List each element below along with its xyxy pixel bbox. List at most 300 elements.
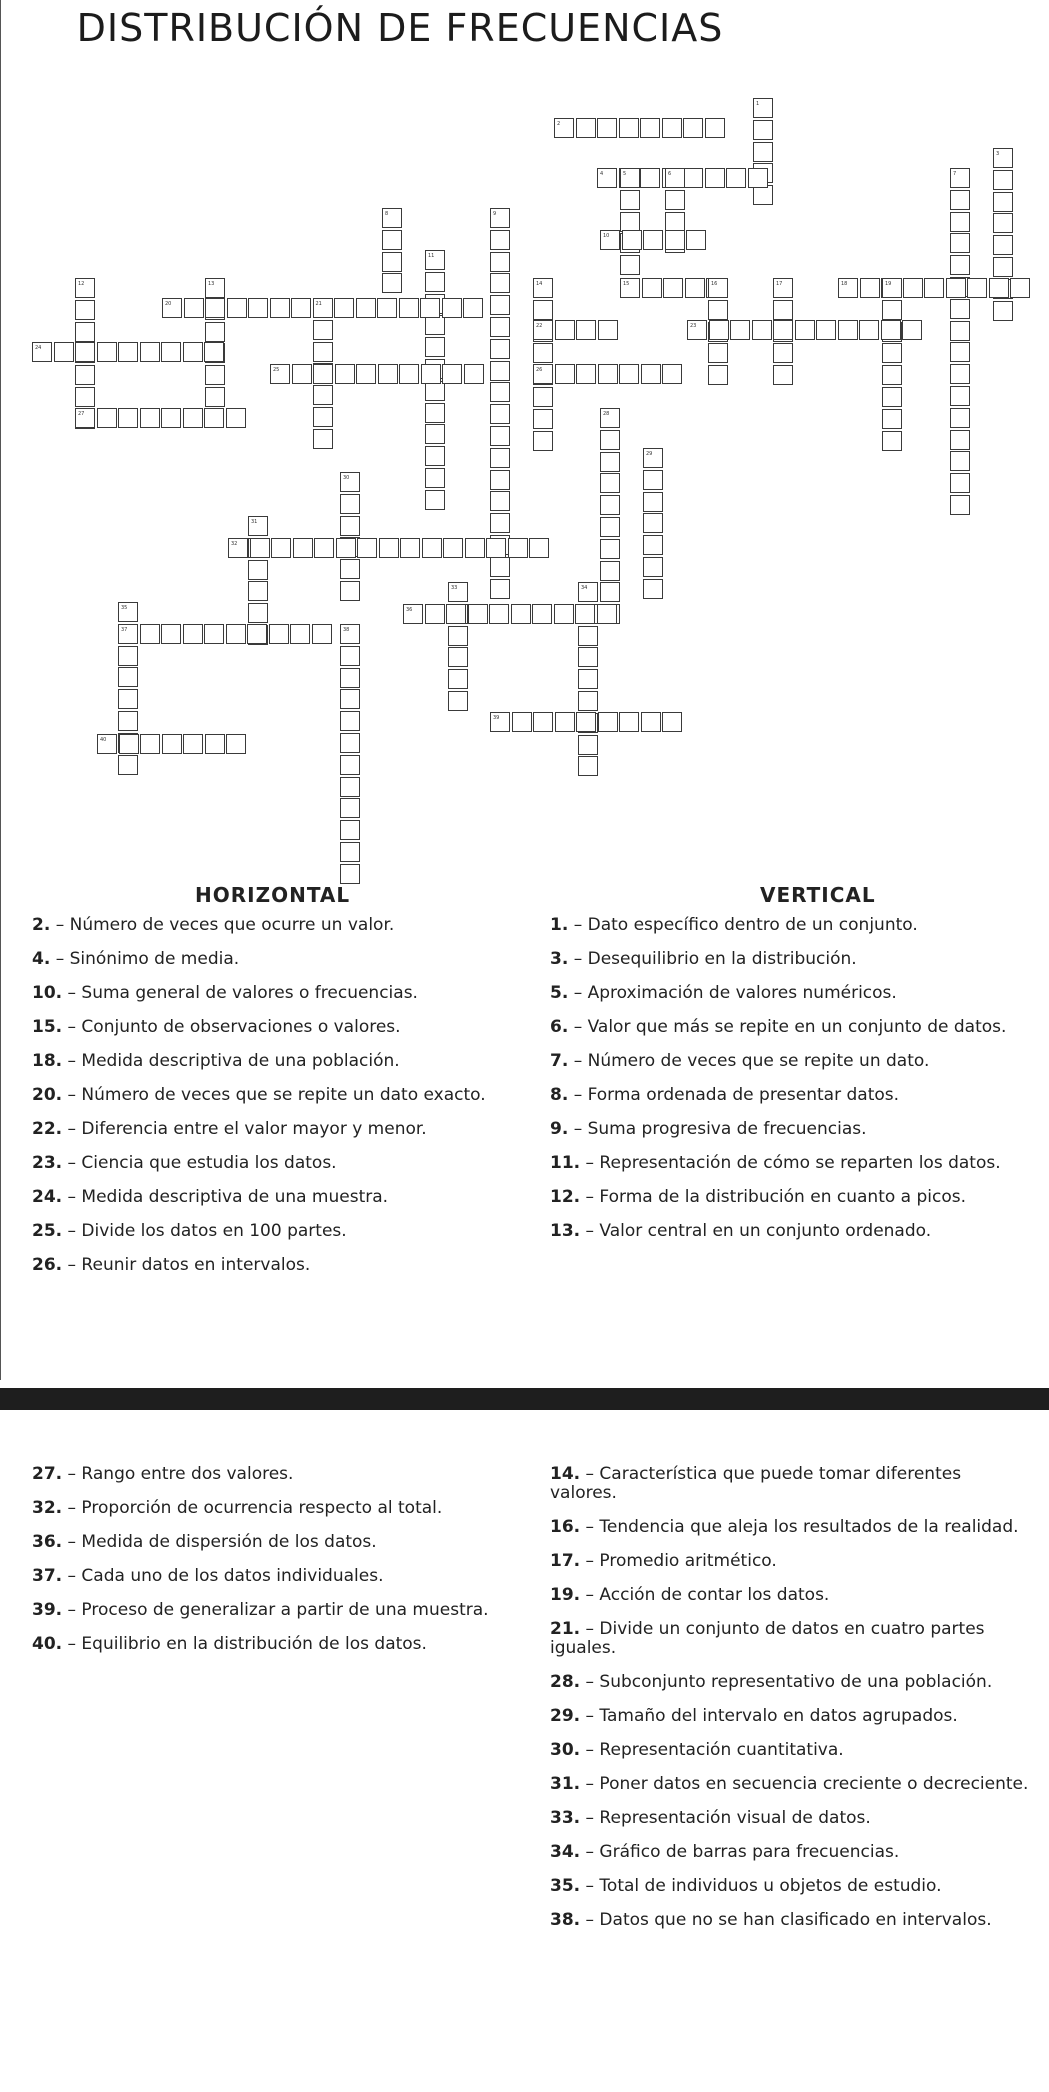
crossword-cell[interactable] bbox=[204, 342, 224, 362]
crossword-cell[interactable] bbox=[620, 190, 640, 210]
crossword-cell[interactable] bbox=[598, 364, 618, 384]
crossword-cell[interactable] bbox=[448, 669, 468, 689]
crossword-cell[interactable] bbox=[600, 517, 620, 537]
crossword-cell[interactable] bbox=[685, 278, 705, 298]
crossword-cell[interactable] bbox=[490, 361, 510, 381]
crossword-cell[interactable] bbox=[882, 278, 902, 298]
crossword-cell[interactable] bbox=[643, 448, 663, 468]
crossword-cell[interactable] bbox=[468, 604, 488, 624]
crossword-cell[interactable] bbox=[993, 235, 1013, 255]
crossword-cell[interactable] bbox=[184, 298, 204, 318]
crossword-cell[interactable] bbox=[340, 777, 360, 797]
crossword-cell[interactable] bbox=[753, 185, 773, 205]
crossword-cell[interactable] bbox=[576, 320, 596, 340]
crossword-cell[interactable] bbox=[161, 342, 181, 362]
crossword-cell[interactable] bbox=[183, 624, 203, 644]
crossword-cell[interactable] bbox=[643, 513, 663, 533]
crossword-cell[interactable] bbox=[1010, 278, 1030, 298]
crossword-cell[interactable] bbox=[859, 320, 879, 340]
crossword-cell[interactable] bbox=[204, 624, 224, 644]
crossword-cell[interactable] bbox=[816, 320, 836, 340]
crossword-cell[interactable] bbox=[619, 712, 639, 732]
crossword-cell[interactable] bbox=[490, 426, 510, 446]
crossword-cell[interactable] bbox=[993, 257, 1013, 277]
crossword-cell[interactable] bbox=[248, 516, 268, 536]
crossword-cell[interactable] bbox=[248, 298, 268, 318]
crossword-cell[interactable] bbox=[989, 278, 1009, 298]
crossword-cell[interactable] bbox=[640, 168, 660, 188]
crossword-cell[interactable] bbox=[314, 538, 334, 558]
crossword-cell[interactable] bbox=[748, 168, 768, 188]
crossword-cell[interactable] bbox=[600, 582, 620, 602]
crossword-cell[interactable] bbox=[118, 342, 138, 362]
crossword-cell[interactable] bbox=[340, 864, 360, 884]
crossword-cell[interactable] bbox=[532, 604, 552, 624]
crossword-cell[interactable] bbox=[205, 734, 225, 754]
crossword-cell[interactable] bbox=[950, 212, 970, 232]
crossword-cell[interactable] bbox=[379, 538, 399, 558]
crossword-cell[interactable] bbox=[378, 364, 398, 384]
crossword-cell[interactable] bbox=[950, 233, 970, 253]
crossword-cell[interactable] bbox=[490, 382, 510, 402]
crossword-cell[interactable] bbox=[665, 230, 685, 250]
crossword-cell[interactable] bbox=[578, 582, 598, 602]
crossword-cell[interactable] bbox=[490, 579, 510, 599]
crossword-cell[interactable] bbox=[838, 320, 858, 340]
crossword-cell[interactable] bbox=[490, 491, 510, 511]
crossword-cell[interactable] bbox=[860, 278, 880, 298]
crossword-cell[interactable] bbox=[340, 820, 360, 840]
crossword-cell[interactable] bbox=[576, 712, 596, 732]
crossword-cell[interactable] bbox=[340, 494, 360, 514]
crossword-cell[interactable] bbox=[600, 452, 620, 472]
crossword-cell[interactable] bbox=[75, 342, 95, 362]
crossword-cell[interactable] bbox=[708, 343, 728, 363]
crossword-cell[interactable] bbox=[340, 624, 360, 644]
crossword-cell[interactable] bbox=[620, 255, 640, 275]
crossword-cell[interactable] bbox=[270, 364, 290, 384]
crossword-cell[interactable] bbox=[270, 298, 290, 318]
crossword-cell[interactable] bbox=[578, 626, 598, 646]
crossword-cell[interactable] bbox=[162, 298, 182, 318]
crossword-cell[interactable] bbox=[32, 342, 52, 362]
crossword-cell[interactable] bbox=[340, 711, 360, 731]
crossword-cell[interactable] bbox=[533, 364, 553, 384]
crossword-cell[interactable] bbox=[205, 365, 225, 385]
crossword-cell[interactable] bbox=[140, 342, 160, 362]
crossword-cell[interactable] bbox=[340, 646, 360, 666]
crossword-cell[interactable] bbox=[292, 364, 312, 384]
crossword-cell[interactable] bbox=[97, 734, 117, 754]
crossword-cell[interactable] bbox=[533, 300, 553, 320]
crossword-cell[interactable] bbox=[425, 446, 445, 466]
crossword-cell[interactable] bbox=[726, 168, 746, 188]
crossword-cell[interactable] bbox=[490, 470, 510, 490]
crossword-cell[interactable] bbox=[924, 278, 944, 298]
crossword-cell[interactable] bbox=[663, 278, 683, 298]
crossword-cell[interactable] bbox=[97, 342, 117, 362]
crossword-cell[interactable] bbox=[75, 408, 95, 428]
crossword-cell[interactable] bbox=[643, 535, 663, 555]
crossword-cell[interactable] bbox=[753, 142, 773, 162]
crossword-cell[interactable] bbox=[662, 118, 682, 138]
crossword-cell[interactable] bbox=[313, 385, 333, 405]
crossword-cell[interactable] bbox=[382, 273, 402, 293]
crossword-cell[interactable] bbox=[598, 712, 618, 732]
crossword-cell[interactable] bbox=[773, 300, 793, 320]
crossword-cell[interactable] bbox=[533, 343, 553, 363]
crossword-cell[interactable] bbox=[511, 604, 531, 624]
crossword-cell[interactable] bbox=[97, 408, 117, 428]
crossword-cell[interactable] bbox=[950, 408, 970, 428]
crossword-cell[interactable] bbox=[882, 300, 902, 320]
crossword-cell[interactable] bbox=[75, 322, 95, 342]
crossword-cell[interactable] bbox=[882, 343, 902, 363]
crossword-cell[interactable] bbox=[425, 272, 445, 292]
crossword-cell[interactable] bbox=[555, 320, 575, 340]
crossword-cell[interactable] bbox=[533, 278, 553, 298]
crossword-cell[interactable] bbox=[620, 212, 640, 232]
crossword-cell[interactable] bbox=[420, 298, 440, 318]
crossword-cell[interactable] bbox=[993, 192, 1013, 212]
crossword-cell[interactable] bbox=[508, 538, 528, 558]
crossword-cell[interactable] bbox=[75, 387, 95, 407]
crossword-cell[interactable] bbox=[340, 733, 360, 753]
crossword-cell[interactable] bbox=[533, 431, 553, 451]
crossword-cell[interactable] bbox=[183, 734, 203, 754]
crossword-cell[interactable] bbox=[118, 689, 138, 709]
crossword-cell[interactable] bbox=[600, 408, 620, 428]
crossword-cell[interactable] bbox=[490, 513, 510, 533]
crossword-cell[interactable] bbox=[463, 298, 483, 318]
crossword-cell[interactable] bbox=[662, 364, 682, 384]
crossword-cell[interactable] bbox=[54, 342, 74, 362]
crossword-cell[interactable] bbox=[555, 364, 575, 384]
crossword-cell[interactable] bbox=[421, 364, 441, 384]
crossword-cell[interactable] bbox=[533, 409, 553, 429]
crossword-cell[interactable] bbox=[382, 208, 402, 228]
crossword-cell[interactable] bbox=[227, 298, 247, 318]
crossword-cell[interactable] bbox=[399, 364, 419, 384]
crossword-cell[interactable] bbox=[118, 711, 138, 731]
crossword-cell[interactable] bbox=[773, 320, 793, 340]
crossword-cell[interactable] bbox=[490, 404, 510, 424]
crossword-cell[interactable] bbox=[950, 451, 970, 471]
crossword-cell[interactable] bbox=[382, 252, 402, 272]
crossword-cell[interactable] bbox=[248, 581, 268, 601]
crossword-cell[interactable] bbox=[205, 298, 225, 318]
crossword-cell[interactable] bbox=[881, 320, 901, 340]
crossword-cell[interactable] bbox=[620, 168, 640, 188]
crossword-cell[interactable] bbox=[950, 386, 970, 406]
crossword-cell[interactable] bbox=[597, 168, 617, 188]
crossword-cell[interactable] bbox=[183, 342, 203, 362]
crossword-cell[interactable] bbox=[226, 624, 246, 644]
crossword-cell[interactable] bbox=[490, 295, 510, 315]
crossword-cell[interactable] bbox=[619, 118, 639, 138]
crossword-cell[interactable] bbox=[75, 278, 95, 298]
crossword-cell[interactable] bbox=[161, 408, 181, 428]
crossword-cell[interactable] bbox=[425, 403, 445, 423]
crossword-cell[interactable] bbox=[340, 559, 360, 579]
crossword-cell[interactable] bbox=[226, 408, 246, 428]
crossword-cell[interactable] bbox=[490, 208, 510, 228]
crossword-cell[interactable] bbox=[291, 298, 311, 318]
crossword-cell[interactable] bbox=[490, 448, 510, 468]
crossword-cell[interactable] bbox=[118, 667, 138, 687]
crossword-cell[interactable] bbox=[248, 603, 268, 623]
crossword-cell[interactable] bbox=[75, 300, 95, 320]
crossword-cell[interactable] bbox=[140, 624, 160, 644]
crossword-cell[interactable] bbox=[162, 734, 182, 754]
crossword-cell[interactable] bbox=[204, 408, 224, 428]
crossword-cell[interactable] bbox=[377, 298, 397, 318]
crossword-cell[interactable] bbox=[773, 278, 793, 298]
crossword-cell[interactable] bbox=[730, 320, 750, 340]
crossword-cell[interactable] bbox=[533, 320, 553, 340]
crossword-cell[interactable] bbox=[119, 734, 139, 754]
crossword-cell[interactable] bbox=[576, 364, 596, 384]
crossword-cell[interactable] bbox=[118, 755, 138, 775]
crossword-cell[interactable] bbox=[576, 118, 596, 138]
crossword-cell[interactable] bbox=[313, 364, 333, 384]
crossword-cell[interactable] bbox=[683, 118, 703, 138]
crossword-cell[interactable] bbox=[950, 473, 970, 493]
crossword-cell[interactable] bbox=[578, 669, 598, 689]
crossword-cell[interactable] bbox=[382, 230, 402, 250]
crossword-cell[interactable] bbox=[902, 320, 922, 340]
crossword-cell[interactable] bbox=[795, 320, 815, 340]
crossword-cell[interactable] bbox=[950, 299, 970, 319]
crossword-cell[interactable] bbox=[643, 492, 663, 512]
crossword-cell[interactable] bbox=[340, 668, 360, 688]
crossword-cell[interactable] bbox=[486, 538, 506, 558]
crossword-cell[interactable] bbox=[950, 321, 970, 341]
crossword-cell[interactable] bbox=[686, 230, 706, 250]
crossword-cell[interactable] bbox=[464, 364, 484, 384]
crossword-cell[interactable] bbox=[641, 364, 661, 384]
crossword-cell[interactable] bbox=[205, 322, 225, 342]
crossword-cell[interactable] bbox=[578, 735, 598, 755]
crossword-cell[interactable] bbox=[600, 430, 620, 450]
crossword-cell[interactable] bbox=[950, 255, 970, 275]
crossword-cell[interactable] bbox=[882, 365, 902, 385]
crossword-cell[interactable] bbox=[448, 582, 468, 602]
crossword-cell[interactable] bbox=[313, 320, 333, 340]
crossword-cell[interactable] bbox=[642, 278, 662, 298]
crossword-cell[interactable] bbox=[600, 495, 620, 515]
crossword-cell[interactable] bbox=[340, 689, 360, 709]
crossword-cell[interactable] bbox=[335, 364, 355, 384]
crossword-cell[interactable] bbox=[641, 712, 661, 732]
crossword-cell[interactable] bbox=[290, 624, 310, 644]
crossword-cell[interactable] bbox=[205, 278, 225, 298]
crossword-cell[interactable] bbox=[443, 538, 463, 558]
crossword-cell[interactable] bbox=[578, 691, 598, 711]
crossword-cell[interactable] bbox=[773, 343, 793, 363]
crossword-cell[interactable] bbox=[118, 408, 138, 428]
crossword-cell[interactable] bbox=[619, 364, 639, 384]
crossword-cell[interactable] bbox=[356, 364, 376, 384]
crossword-cell[interactable] bbox=[422, 538, 442, 558]
crossword-cell[interactable] bbox=[140, 734, 160, 754]
crossword-cell[interactable] bbox=[993, 148, 1013, 168]
crossword-cell[interactable] bbox=[336, 538, 356, 558]
crossword-cell[interactable] bbox=[600, 539, 620, 559]
crossword-cell[interactable] bbox=[425, 490, 445, 510]
crossword-cell[interactable] bbox=[465, 538, 485, 558]
crossword-cell[interactable] bbox=[967, 278, 987, 298]
crossword-cell[interactable] bbox=[620, 278, 640, 298]
crossword-cell[interactable] bbox=[554, 118, 574, 138]
crossword-cell[interactable] bbox=[442, 298, 462, 318]
crossword-cell[interactable] bbox=[578, 647, 598, 667]
crossword-cell[interactable] bbox=[357, 538, 377, 558]
crossword-cell[interactable] bbox=[140, 408, 160, 428]
crossword-cell[interactable] bbox=[425, 250, 445, 270]
crossword-cell[interactable] bbox=[752, 320, 772, 340]
crossword-cell[interactable] bbox=[575, 604, 595, 624]
crossword-cell[interactable] bbox=[993, 170, 1013, 190]
crossword-cell[interactable] bbox=[228, 538, 248, 558]
crossword-cell[interactable] bbox=[490, 273, 510, 293]
crossword-cell[interactable] bbox=[687, 320, 707, 340]
crossword-cell[interactable] bbox=[118, 602, 138, 622]
crossword-cell[interactable] bbox=[665, 212, 685, 232]
crossword-cell[interactable] bbox=[950, 168, 970, 188]
crossword-cell[interactable] bbox=[400, 538, 420, 558]
crossword-cell[interactable] bbox=[490, 557, 510, 577]
crossword-cell[interactable] bbox=[554, 604, 574, 624]
crossword-cell[interactable] bbox=[643, 579, 663, 599]
crossword-cell[interactable] bbox=[662, 712, 682, 732]
crossword-cell[interactable] bbox=[399, 298, 419, 318]
crossword-cell[interactable] bbox=[533, 387, 553, 407]
crossword-cell[interactable] bbox=[950, 495, 970, 515]
crossword-cell[interactable] bbox=[340, 842, 360, 862]
crossword-cell[interactable] bbox=[597, 118, 617, 138]
crossword-cell[interactable] bbox=[448, 626, 468, 646]
crossword-cell[interactable] bbox=[882, 387, 902, 407]
crossword-cell[interactable] bbox=[950, 364, 970, 384]
crossword-cell[interactable] bbox=[425, 337, 445, 357]
crossword-cell[interactable] bbox=[600, 230, 620, 250]
crossword-cell[interactable] bbox=[448, 691, 468, 711]
crossword-cell[interactable] bbox=[489, 604, 509, 624]
crossword-cell[interactable] bbox=[578, 756, 598, 776]
crossword-cell[interactable] bbox=[226, 734, 246, 754]
crossword-cell[interactable] bbox=[490, 339, 510, 359]
crossword-cell[interactable] bbox=[312, 624, 332, 644]
crossword-cell[interactable] bbox=[75, 365, 95, 385]
crossword-cell[interactable] bbox=[512, 712, 532, 732]
crossword-cell[interactable] bbox=[334, 298, 354, 318]
crossword-cell[interactable] bbox=[340, 516, 360, 536]
crossword-cell[interactable] bbox=[490, 230, 510, 250]
crossword-cell[interactable] bbox=[490, 252, 510, 272]
crossword-cell[interactable] bbox=[313, 298, 333, 318]
crossword-cell[interactable] bbox=[600, 561, 620, 581]
crossword-cell[interactable] bbox=[598, 320, 618, 340]
crossword-cell[interactable] bbox=[555, 712, 575, 732]
crossword-cell[interactable] bbox=[271, 538, 291, 558]
crossword-cell[interactable] bbox=[882, 409, 902, 429]
crossword-cell[interactable] bbox=[313, 342, 333, 362]
crossword-cell[interactable] bbox=[425, 468, 445, 488]
crossword-cell[interactable] bbox=[250, 538, 270, 558]
crossword-cell[interactable] bbox=[950, 190, 970, 210]
crossword-cell[interactable] bbox=[205, 387, 225, 407]
crossword-cell[interactable] bbox=[709, 320, 729, 340]
crossword-cell[interactable] bbox=[118, 624, 138, 644]
crossword-cell[interactable] bbox=[993, 213, 1013, 233]
crossword-cell[interactable] bbox=[118, 646, 138, 666]
crossword-cell[interactable] bbox=[313, 407, 333, 427]
crossword-cell[interactable] bbox=[425, 604, 445, 624]
crossword-cell[interactable] bbox=[993, 301, 1013, 321]
crossword-cell[interactable] bbox=[708, 278, 728, 298]
crossword-cell[interactable] bbox=[293, 538, 313, 558]
crossword-cell[interactable] bbox=[705, 118, 725, 138]
crossword-cell[interactable] bbox=[640, 118, 660, 138]
crossword-cell[interactable] bbox=[248, 560, 268, 580]
crossword-cell[interactable] bbox=[946, 278, 966, 298]
crossword-cell[interactable] bbox=[643, 557, 663, 577]
crossword-cell[interactable] bbox=[183, 408, 203, 428]
crossword-cell[interactable] bbox=[403, 604, 423, 624]
crossword-cell[interactable] bbox=[448, 647, 468, 667]
crossword-cell[interactable] bbox=[425, 424, 445, 444]
crossword-cell[interactable] bbox=[753, 98, 773, 118]
crossword-cell[interactable] bbox=[903, 278, 923, 298]
crossword-cell[interactable] bbox=[490, 712, 510, 732]
crossword-cell[interactable] bbox=[773, 365, 793, 385]
crossword-cell[interactable] bbox=[340, 472, 360, 492]
crossword-cell[interactable] bbox=[442, 364, 462, 384]
crossword-cell[interactable] bbox=[247, 624, 267, 644]
crossword-cell[interactable] bbox=[529, 538, 549, 558]
crossword-cell[interactable] bbox=[643, 470, 663, 490]
crossword-cell[interactable] bbox=[665, 190, 685, 210]
crossword-cell[interactable] bbox=[950, 342, 970, 362]
crossword-cell[interactable] bbox=[356, 298, 376, 318]
crossword-cell[interactable] bbox=[882, 431, 902, 451]
crossword-cell[interactable] bbox=[597, 604, 617, 624]
crossword-cell[interactable] bbox=[753, 120, 773, 140]
crossword-cell[interactable] bbox=[425, 315, 445, 335]
crossword-cell[interactable] bbox=[683, 168, 703, 188]
crossword-cell[interactable] bbox=[533, 712, 553, 732]
crossword-cell[interactable] bbox=[708, 300, 728, 320]
crossword-cell[interactable] bbox=[950, 430, 970, 450]
crossword-cell[interactable] bbox=[600, 473, 620, 493]
crossword-cell[interactable] bbox=[643, 230, 663, 250]
crossword-cell[interactable] bbox=[340, 755, 360, 775]
crossword-cell[interactable] bbox=[161, 624, 181, 644]
crossword-cell[interactable] bbox=[269, 624, 289, 644]
clue-number-2: 2 bbox=[557, 121, 561, 127]
crossword-cell[interactable] bbox=[838, 278, 858, 298]
crossword-cell[interactable] bbox=[313, 429, 333, 449]
crossword-cell[interactable] bbox=[705, 168, 725, 188]
crossword-cell[interactable] bbox=[446, 604, 466, 624]
crossword-cell[interactable] bbox=[708, 365, 728, 385]
crossword-cell[interactable] bbox=[490, 317, 510, 337]
crossword-cell[interactable] bbox=[340, 581, 360, 601]
crossword-cell[interactable] bbox=[340, 798, 360, 818]
crossword-cell[interactable] bbox=[622, 230, 642, 250]
crossword-cell[interactable] bbox=[665, 168, 685, 188]
